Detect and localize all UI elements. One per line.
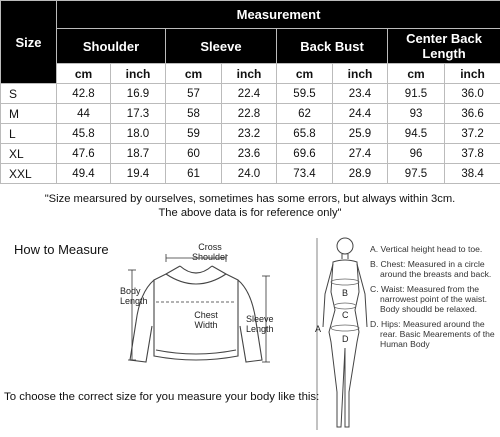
measurement-cell: 27.4 bbox=[333, 144, 388, 164]
measurement-cell: 57 bbox=[166, 84, 222, 104]
measurement-cell: 23.6 bbox=[222, 144, 277, 164]
figure-letter-d: D bbox=[342, 334, 349, 344]
legend-c: C. Waist: Measured from the narrowest point of the waist. Body shoudld be relaxed. bbox=[370, 284, 487, 314]
note-line-2: The above data is for reference only" bbox=[158, 207, 342, 219]
unit-header: inch bbox=[111, 64, 166, 84]
measurement-cell: 18.0 bbox=[111, 124, 166, 144]
measurement-cell: 49.4 bbox=[57, 164, 111, 184]
measurement-cell: 97.5 bbox=[388, 164, 445, 184]
size-cell: XXL bbox=[1, 164, 57, 184]
figure-letter-c: C bbox=[342, 310, 349, 320]
unit-header: cm bbox=[166, 64, 222, 84]
measurement-cell: 22.8 bbox=[222, 104, 277, 124]
measurement-cell: 69.6 bbox=[277, 144, 333, 164]
instruction-text: To choose the correct size for you measure your body like this: bbox=[4, 391, 320, 403]
size-cell: L bbox=[1, 124, 57, 144]
header-sleeve: Sleeve bbox=[166, 29, 277, 64]
measurement-cell: 93 bbox=[388, 104, 445, 124]
measurement-cell: 22.4 bbox=[222, 84, 277, 104]
figure-letter-b: B bbox=[342, 288, 349, 298]
table-row bbox=[1, 104, 500, 124]
measurement-cell: 24.4 bbox=[333, 104, 388, 124]
measurement-cell: 37.2 bbox=[445, 124, 500, 144]
measurement-cell: 59 bbox=[166, 124, 222, 144]
table-row bbox=[1, 84, 500, 104]
measurement-cell: 65.8 bbox=[277, 124, 333, 144]
measurement-cell: 94.5 bbox=[388, 124, 445, 144]
header-size: Size bbox=[1, 1, 57, 84]
measurement-cell: 73.4 bbox=[277, 164, 333, 184]
disclaimer-note bbox=[0, 192, 500, 220]
measurement-cell: 42.8 bbox=[57, 84, 111, 104]
body-figure-icon bbox=[315, 232, 375, 437]
legend-a: A. Vertical height head to toe. bbox=[370, 244, 483, 254]
legend-b: B. Chest: Measured in a circle around the breasts and back. bbox=[370, 259, 492, 279]
measurement-cell: 59.5 bbox=[277, 84, 333, 104]
how-to-measure-section bbox=[0, 228, 500, 437]
table-row bbox=[1, 144, 500, 164]
size-cell: M bbox=[1, 104, 57, 124]
measurement-cell: 44 bbox=[57, 104, 111, 124]
size-cell: S bbox=[1, 84, 57, 104]
header-back-bust: Back Bust bbox=[277, 29, 388, 64]
measurement-legend bbox=[370, 244, 498, 354]
note-line-1: "Size mearsured by ourselves, sometimes has some errors, but always within 3cm. bbox=[44, 193, 456, 205]
measurement-cell: 23.2 bbox=[222, 124, 277, 144]
figure-letter-a: A bbox=[315, 324, 322, 334]
measurement-cell: 28.9 bbox=[333, 164, 388, 184]
measurement-cell: 25.9 bbox=[333, 124, 388, 144]
how-to-measure-title: How to Measure bbox=[14, 242, 109, 257]
measurement-cell: 19.4 bbox=[111, 164, 166, 184]
unit-header: inch bbox=[445, 64, 500, 84]
header-measurement: Measurement bbox=[57, 1, 500, 29]
measurement-cell: 61 bbox=[166, 164, 222, 184]
measurement-cell: 91.5 bbox=[388, 84, 445, 104]
unit-header: inch bbox=[222, 64, 277, 84]
measurement-cell: 62 bbox=[277, 104, 333, 124]
cross-shoulder-label: Cross Shoulder bbox=[191, 242, 229, 262]
unit-header: cm bbox=[277, 64, 333, 84]
measurement-cell: 38.4 bbox=[445, 164, 500, 184]
unit-header: inch bbox=[333, 64, 388, 84]
table-row bbox=[1, 124, 500, 144]
measurement-cell: 37.8 bbox=[445, 144, 500, 164]
header-center-back-length: Center Back Length bbox=[388, 29, 500, 64]
measurement-cell: 16.9 bbox=[111, 84, 166, 104]
chest-width-label: Chest Width bbox=[194, 310, 218, 330]
size-cell: XL bbox=[1, 144, 57, 164]
body-length-label: Body Length bbox=[120, 286, 148, 306]
measurement-cell: 24.0 bbox=[222, 164, 277, 184]
measurement-cell: 96 bbox=[388, 144, 445, 164]
unit-header: cm bbox=[388, 64, 445, 84]
legend-d: D. Hips: Measured around the rear. Basic Mearements of the Human Body bbox=[370, 319, 495, 349]
measurement-cell: 47.6 bbox=[57, 144, 111, 164]
size-chart-table bbox=[0, 0, 500, 184]
table-row bbox=[1, 164, 500, 184]
sleeve-length-label: Sleeve Length bbox=[246, 314, 274, 334]
measurement-cell: 17.3 bbox=[111, 104, 166, 124]
header-shoulder: Shoulder bbox=[57, 29, 166, 64]
measurement-cell: 23.4 bbox=[333, 84, 388, 104]
measurement-cell: 18.7 bbox=[111, 144, 166, 164]
measurement-cell: 58 bbox=[166, 104, 222, 124]
measurement-cell: 45.8 bbox=[57, 124, 111, 144]
measurement-cell: 60 bbox=[166, 144, 222, 164]
measurement-cell: 36.0 bbox=[445, 84, 500, 104]
unit-header: cm bbox=[57, 64, 111, 84]
measurement-cell: 36.6 bbox=[445, 104, 500, 124]
